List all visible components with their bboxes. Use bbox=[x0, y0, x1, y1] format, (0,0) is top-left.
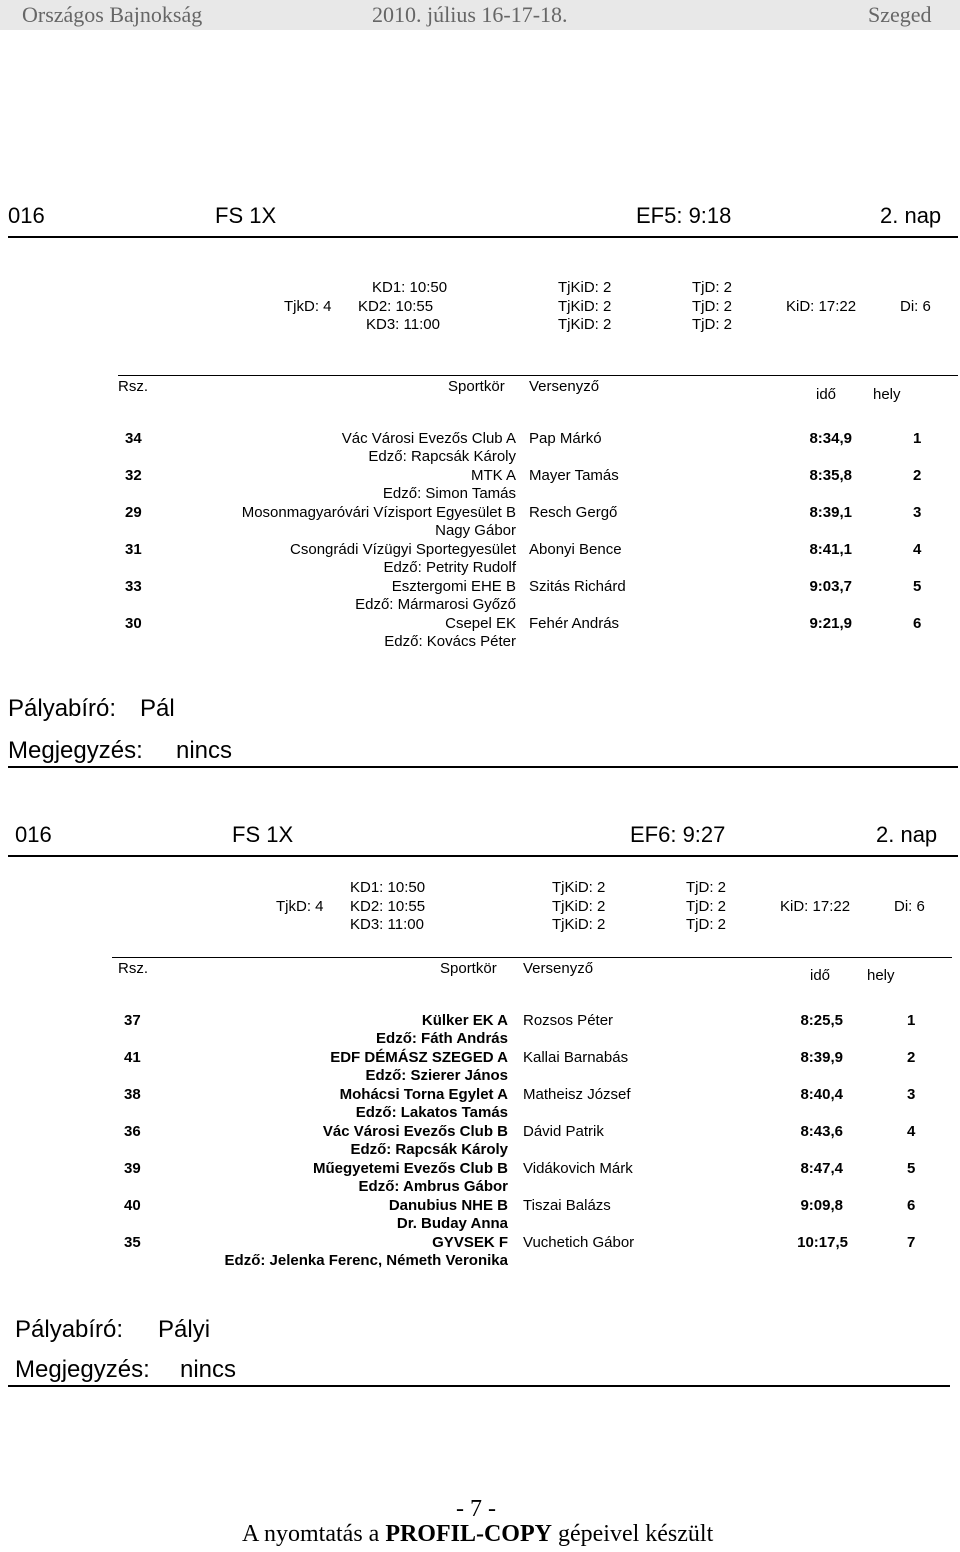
row-place: 6 bbox=[907, 1197, 916, 1214]
row-coach: Edző: Kovács Péter bbox=[384, 633, 516, 650]
sched-tjd3: TjD: 2 bbox=[692, 316, 733, 333]
sched-kd2: KD2: 10:55 bbox=[350, 898, 426, 915]
row-place: 7 bbox=[907, 1234, 916, 1251]
row-coach: Edző: Rapcsák Károly bbox=[368, 448, 516, 465]
row-athlete: Fehér András bbox=[529, 615, 620, 632]
table-row bbox=[0, 1012, 960, 1050]
col-athlete: Versenyző bbox=[523, 960, 594, 977]
note-label: Megjegyzés: bbox=[8, 737, 143, 764]
table-row bbox=[0, 1160, 960, 1198]
row-athlete: Pap Márkó bbox=[529, 430, 602, 447]
row-coach: Edző: Rapcsák Károly bbox=[350, 1141, 508, 1158]
row-athlete: Tiszai Balázs bbox=[523, 1197, 611, 1214]
row-place: 3 bbox=[913, 504, 922, 521]
row-coach: Edző: Lakatos Tamás bbox=[355, 1104, 508, 1121]
row-club: Műegyetemi Evezős Club B bbox=[312, 1160, 508, 1177]
row-coach: Edző: Fáth András bbox=[376, 1030, 508, 1047]
sched-kd1: KD1: 10:50 bbox=[350, 879, 426, 896]
sched-tjkid3: TjKiD: 2 bbox=[552, 916, 606, 933]
sched-di: Di: 6 bbox=[894, 898, 925, 915]
row-club: MTK A bbox=[470, 467, 516, 484]
row-athlete: Matheisz József bbox=[523, 1086, 631, 1103]
row-coach: Dr. Buday Anna bbox=[396, 1215, 508, 1232]
row-time: 9:03,7 bbox=[809, 578, 852, 595]
row-number: 41 bbox=[124, 1049, 141, 1066]
table-row bbox=[0, 430, 960, 468]
row-time: 8:34,9 bbox=[809, 430, 852, 447]
row-club: Vác Városi Evezős Club A bbox=[341, 430, 516, 447]
row-club: Mohácsi Torna Egylet A bbox=[339, 1086, 508, 1103]
header-competition: Országos Bajnokság bbox=[22, 2, 203, 27]
row-number: 34 bbox=[125, 430, 142, 447]
race-event: FS 1X bbox=[215, 203, 277, 228]
table-top-rule bbox=[112, 957, 952, 958]
row-time: 8:39,1 bbox=[809, 504, 852, 521]
race-day: 2. nap bbox=[880, 203, 942, 228]
print-credit bbox=[242, 1521, 713, 1548]
sched-tjd1: TjD: 2 bbox=[692, 279, 733, 296]
row-place: 3 bbox=[907, 1086, 916, 1103]
table-row bbox=[0, 615, 960, 653]
col-club: Sportkör bbox=[448, 378, 505, 395]
row-coach: Edző: Petrity Rudolf bbox=[383, 559, 516, 576]
sched-di: Di: 6 bbox=[900, 298, 931, 315]
row-coach: Edző: Simon Tamás bbox=[382, 485, 516, 502]
row-time: 10:17,5 bbox=[797, 1234, 848, 1251]
note-value: nincs bbox=[180, 1356, 237, 1383]
row-athlete: Abonyi Bence bbox=[529, 541, 622, 558]
row-place: 4 bbox=[913, 541, 922, 558]
row-club: EDF DÉMÁSZ SZEGED A bbox=[330, 1049, 508, 1066]
col-time: idő bbox=[810, 967, 831, 984]
row-coach: Edző: Ambrus Gábor bbox=[358, 1178, 508, 1195]
page-number: - 7 - bbox=[456, 1496, 496, 1522]
note-value: nincs bbox=[176, 737, 233, 764]
row-athlete: Vuchetich Gábor bbox=[523, 1234, 635, 1251]
row-time: 8:41,1 bbox=[809, 541, 852, 558]
table-top-rule bbox=[118, 375, 958, 376]
print-credit-suffix: gépeivel készült bbox=[551, 1521, 714, 1547]
row-number: 32 bbox=[125, 467, 142, 484]
sched-kd3: KD3: 11:00 bbox=[366, 316, 440, 333]
race-end-rule bbox=[8, 766, 958, 768]
sched-tjkd: TjkD: 4 bbox=[276, 898, 324, 915]
header-city: Szeged bbox=[868, 2, 932, 27]
table-row bbox=[0, 1086, 960, 1124]
race-event: FS 1X bbox=[232, 822, 294, 847]
row-time: 9:21,9 bbox=[809, 615, 852, 632]
row-number: 31 bbox=[125, 541, 142, 558]
row-number: 39 bbox=[124, 1160, 141, 1177]
sched-tjkid2: TjKiD: 2 bbox=[558, 298, 612, 315]
sched-tjkid1: TjKiD: 2 bbox=[552, 879, 606, 896]
col-time: idő bbox=[816, 386, 837, 403]
header-date: 2010. július 16-17-18. bbox=[372, 2, 568, 27]
sched-tjd2: TjD: 2 bbox=[686, 898, 727, 915]
sched-tjd3: TjD: 2 bbox=[686, 916, 727, 933]
row-place: 5 bbox=[913, 578, 922, 595]
row-place: 5 bbox=[907, 1160, 916, 1177]
race-divider bbox=[8, 855, 958, 857]
col-place: hely bbox=[867, 967, 895, 984]
col-place: hely bbox=[873, 386, 901, 403]
row-athlete: Rozsos Péter bbox=[523, 1012, 614, 1029]
row-time: 9:09,8 bbox=[800, 1197, 843, 1214]
sched-tjkid1: TjKiD: 2 bbox=[558, 279, 612, 296]
referee-name: Pál bbox=[140, 695, 175, 722]
row-place: 4 bbox=[907, 1123, 916, 1140]
race-code: 016 bbox=[15, 822, 52, 847]
row-number: 36 bbox=[124, 1123, 141, 1140]
row-time: 8:40,4 bbox=[800, 1086, 843, 1103]
sched-tjd1: TjD: 2 bbox=[686, 879, 727, 896]
row-time: 8:35,8 bbox=[809, 467, 852, 484]
page-header bbox=[0, 0, 960, 30]
row-athlete: Vidákovich Márk bbox=[523, 1160, 633, 1177]
row-place: 2 bbox=[913, 467, 922, 484]
row-number: 37 bbox=[124, 1012, 141, 1029]
sched-tjkid2: TjKiD: 2 bbox=[552, 898, 606, 915]
race-heat: EF5: 9:18 bbox=[636, 203, 732, 228]
row-time: 8:25,5 bbox=[800, 1012, 843, 1029]
row-club: Külker EK A bbox=[421, 1012, 508, 1029]
row-place: 1 bbox=[907, 1012, 916, 1029]
row-athlete: Dávid Patrik bbox=[523, 1123, 604, 1140]
row-number: 35 bbox=[124, 1234, 141, 1251]
row-number: 30 bbox=[125, 615, 142, 632]
row-coach: Edző: Szierer János bbox=[365, 1067, 508, 1084]
table-row bbox=[0, 467, 960, 505]
row-club: GYVSEK F bbox=[432, 1234, 508, 1251]
referee-label: Pályabíró: bbox=[8, 695, 117, 722]
print-credit-brand: PROFIL-COPY bbox=[385, 1521, 552, 1547]
print-credit-prefix: A nyomtatás a bbox=[242, 1521, 386, 1547]
col-rsz: Rsz. bbox=[118, 378, 148, 395]
sched-kd3: KD3: 11:00 bbox=[350, 916, 424, 933]
row-time: 8:43,6 bbox=[800, 1123, 843, 1140]
table-row bbox=[0, 1197, 960, 1235]
race-code: 016 bbox=[8, 203, 45, 228]
sched-kd1: KD1: 10:50 bbox=[372, 279, 448, 296]
row-club: Esztergomi EHE B bbox=[391, 578, 516, 595]
row-number: 33 bbox=[125, 578, 142, 595]
referee-name: Pályi bbox=[158, 1316, 211, 1343]
row-time: 8:47,4 bbox=[800, 1160, 843, 1177]
row-club: Csepel EK bbox=[445, 615, 516, 632]
referee-label: Pályabíró: bbox=[15, 1316, 124, 1343]
row-athlete: Kallai Barnabás bbox=[523, 1049, 629, 1066]
row-club: Danubius NHE B bbox=[388, 1197, 508, 1214]
row-club: Vác Városi Evezős Club B bbox=[322, 1123, 508, 1140]
col-club: Sportkör bbox=[440, 960, 497, 977]
table-row bbox=[0, 1234, 960, 1272]
sched-tjkd: TjkD: 4 bbox=[284, 298, 332, 315]
row-number: 38 bbox=[124, 1086, 141, 1103]
col-rsz: Rsz. bbox=[118, 960, 148, 977]
race-day: 2. nap bbox=[876, 822, 938, 847]
row-coach: Edző: Jelenka Ferenc, Németh Veronika bbox=[224, 1252, 508, 1269]
race-heat: EF6: 9:27 bbox=[630, 822, 726, 847]
sched-kd2: KD2: 10:55 bbox=[358, 298, 434, 315]
row-coach: Edző: Mármarosi Győző bbox=[355, 596, 516, 613]
row-place: 1 bbox=[913, 430, 922, 447]
sched-tjkid3: TjKiD: 2 bbox=[558, 316, 612, 333]
row-club: Csongrádi Vízügyi Sportegyesület bbox=[290, 541, 516, 558]
race-end-rule bbox=[8, 1385, 950, 1387]
row-athlete: Mayer Tamás bbox=[529, 467, 619, 484]
row-place: 2 bbox=[907, 1049, 916, 1066]
race-divider bbox=[8, 236, 958, 238]
table-row bbox=[0, 541, 960, 579]
row-coach: Nagy Gábor bbox=[435, 522, 516, 539]
sched-tjd2: TjD: 2 bbox=[692, 298, 733, 315]
row-number: 40 bbox=[124, 1197, 141, 1214]
row-time: 8:39,9 bbox=[800, 1049, 843, 1066]
sched-kid: KiD: 17:22 bbox=[786, 298, 857, 315]
row-place: 6 bbox=[913, 615, 922, 632]
table-row bbox=[0, 1123, 960, 1161]
table-row bbox=[0, 578, 960, 616]
note-label: Megjegyzés: bbox=[15, 1356, 150, 1383]
table-row bbox=[0, 1049, 960, 1087]
row-athlete: Szitás Richárd bbox=[529, 578, 626, 595]
row-number: 29 bbox=[125, 504, 142, 521]
sched-kid: KiD: 17:22 bbox=[780, 898, 851, 915]
row-club: Mosonmagyaróvári Vízisport Egyesület B bbox=[241, 504, 516, 521]
row-athlete: Resch Gergő bbox=[529, 504, 618, 521]
table-row bbox=[0, 504, 960, 542]
col-athlete: Versenyző bbox=[529, 378, 600, 395]
